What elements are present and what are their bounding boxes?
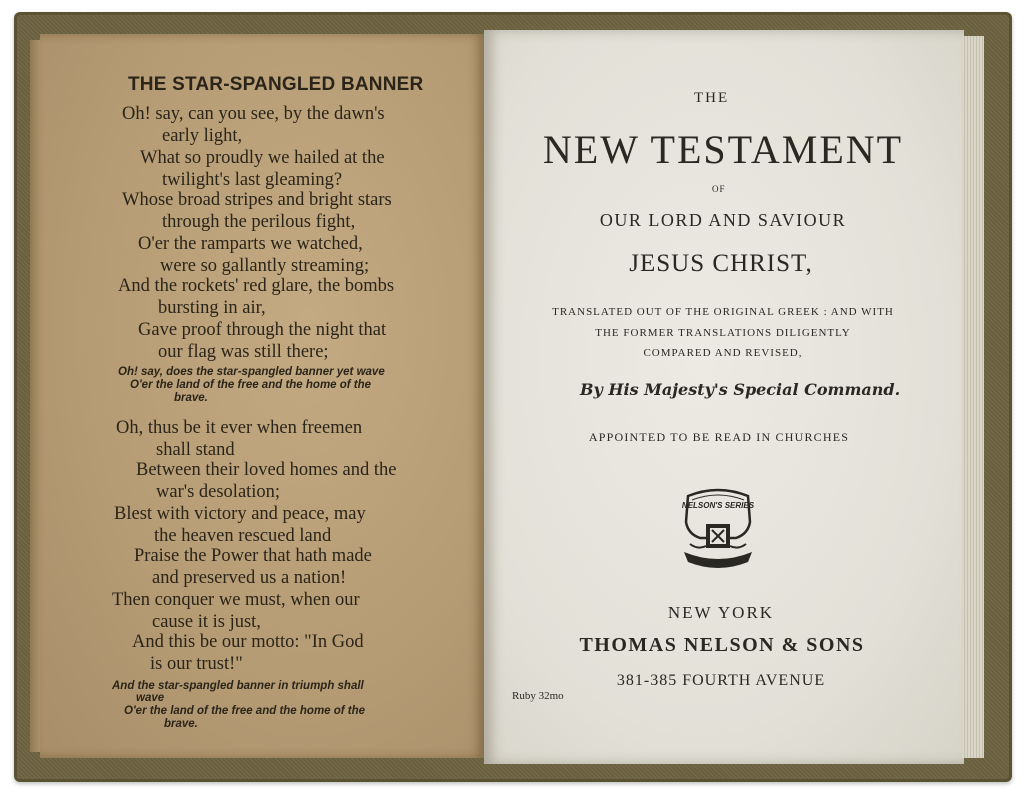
verse-line: and preserved us a nation! — [152, 568, 347, 588]
chorus-line: O'er the land of the free and the home of the — [130, 379, 372, 391]
title-of: OF — [712, 184, 726, 194]
verse-line: And this be our motto: "In God — [132, 632, 364, 652]
verse-line: Oh, thus be it ever when freemen — [116, 418, 363, 438]
verse-line: twilight's last gleaming? — [162, 170, 343, 190]
verse-line: were so gallantly streaming; — [160, 256, 370, 276]
verse-line: Praise the Power that hath made — [134, 546, 372, 566]
verse-line: And the rockets' red glare, the bombs — [118, 276, 395, 296]
verse-line: through the perilous fight, — [162, 212, 356, 232]
verse-line: Then conquer we must, when our — [112, 590, 360, 610]
verse-line: Gave proof through the night that — [138, 320, 387, 340]
verse-line: What so proudly we hailed at the — [140, 148, 385, 168]
verse-line: our flag was still there; — [158, 342, 329, 362]
verse-line: O'er the ramparts we watched, — [138, 234, 363, 254]
emblem-shield-icon — [676, 482, 760, 578]
chorus-line: And the star-spangled banner in triumph shall — [112, 680, 364, 692]
translation-note-line: COMPARED AND REVISED, — [643, 347, 803, 359]
chorus-line: brave. — [174, 392, 208, 404]
chorus-line: O'er the land of the free and the home of the — [124, 705, 366, 717]
title-name: JESUS CHRIST, — [629, 250, 813, 277]
title-lord: OUR LORD AND SAVIOUR — [599, 210, 847, 230]
publisher-city: NEW YORK — [667, 603, 775, 622]
title-the: THE — [694, 90, 730, 106]
chorus-line: wave — [136, 692, 165, 704]
verse-line: Between their loved homes and the — [136, 460, 397, 480]
chorus-line: brave. — [164, 718, 198, 730]
format-note: Ruby 32mo — [512, 690, 564, 702]
verse-line: Whose broad stripes and bright stars — [122, 190, 392, 210]
publisher-address: 381-385 FOURTH AVENUE — [616, 672, 826, 689]
verse-line: Blest with victory and peace, may — [114, 504, 366, 524]
verse-line: bursting in air, — [158, 298, 266, 318]
verse-line: the heaven rescued land — [154, 526, 332, 546]
verse-line: cause it is just, — [152, 612, 261, 632]
publisher-name: THOMAS NELSON & SONS — [579, 634, 865, 656]
chorus-line: Oh! say, does the star-spangled banner yet wave — [118, 366, 385, 378]
appointed-line: APPOINTED TO BE READ IN CHURCHES — [588, 430, 850, 444]
book-title: NEW TESTAMENT — [542, 127, 904, 172]
emblem-label: NELSON'S SERIES — [681, 501, 755, 510]
verse-line: shall stand — [156, 440, 235, 460]
verse-line: is our trust!" — [150, 654, 243, 674]
verse-line: Oh! say, can you see, by the dawn's — [122, 104, 385, 124]
translation-note-line: TRANSLATED OUT OF THE ORIGINAL GREEK : AND WITH — [552, 306, 894, 318]
royal-command: By His Majesty's Special Command. — [580, 380, 901, 399]
verse-line: early light, — [162, 126, 243, 146]
verse-line: war's desolation; — [156, 482, 281, 502]
anthem-title: THE STAR-SPANGLED BANNER — [128, 74, 424, 95]
translation-note-line: THE FORMER TRANSLATIONS DILIGENTLY — [595, 327, 851, 339]
nelson-series-emblem — [676, 482, 760, 578]
